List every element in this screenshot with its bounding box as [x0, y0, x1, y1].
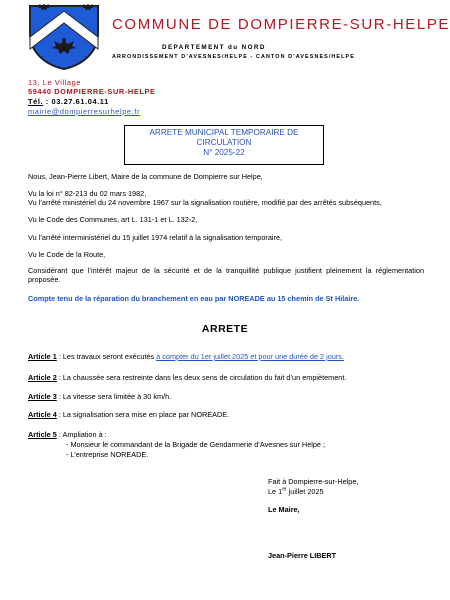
article-label: Article 4	[28, 410, 57, 419]
address-street: 13, Le Village	[28, 78, 82, 87]
phone-value: : 03.27.61.04.11	[43, 97, 109, 106]
vu-arrete-ministeriel: Vu l’arrêté ministériel du 24 novembre 1967 sur la signalisation routière, modifié par des arrêtés subséquents,	[28, 198, 382, 207]
article-date-link[interactable]: à compter du 1er juillet 2025 et pour une durée de 2 jours.	[156, 352, 344, 361]
vu-loi: Vu la loi n° 82-213 du 02 mars 1982,	[28, 189, 147, 198]
ampliation-gendarmerie: - Monsieur le commandant de la Brigade de Gendarmerie d’Avesnes sur Helpe ;	[66, 440, 326, 449]
commune-crest-logo	[27, 3, 101, 71]
article-text: : Les travaux seront exécutés	[56, 352, 157, 361]
signature-name: Jean-Pierre LIBERT	[268, 551, 337, 560]
title-line-3: N° 2025-22	[203, 148, 245, 157]
departement-line: DEPARTEMENT du NORD	[162, 44, 266, 51]
compte-tenu-paragraph: Compte tenu de la réparation du branchement en eau par NOREADE au 15 chemin de St Hilaire.	[28, 294, 360, 303]
title-line-2: CIRCULATION	[196, 138, 252, 147]
article-text: : La signalisation sera mise en place par NOREADE.	[56, 410, 230, 419]
article-1	[28, 352, 344, 361]
intro-paragraph: Nous, Jean-Pierre Libert, Maire de la commune de Dompierre sur Helpe,	[28, 172, 263, 181]
article-text: : La chaussée sera restreinte dans les deux sens de circulation du fait d’un empiètement.	[56, 373, 347, 382]
date-superscript: er	[282, 486, 287, 493]
article-3	[28, 392, 171, 401]
address-phone	[28, 97, 109, 106]
article-label: Article 5	[28, 430, 57, 439]
vu-code-communes: Vu le Code des Communes, art L. 131-1 et L. 132-2,	[28, 215, 198, 224]
article-label: Article 1	[28, 352, 57, 361]
address-city: 59440 DOMPIERRE-SUR-HELPE	[28, 87, 156, 96]
title-line-1: ARRETE MUNICIPAL TEMPORAIRE DE	[149, 128, 299, 137]
article-text: : Ampliation à :	[56, 430, 107, 439]
article-label: Article 3	[28, 392, 57, 401]
signature-role: Le Maire,	[268, 505, 300, 514]
article-5	[28, 430, 107, 439]
phone-label: Tél.	[28, 97, 44, 106]
arrete-heading: ARRETE	[201, 323, 249, 335]
vu-arrete-interministeriel: Vu l’arrêté interministériel du 15 juillet 1974 relatif à la signalisation temporaire,	[28, 233, 283, 242]
article-label: Article 2	[28, 373, 57, 382]
ampliation-noreade: - L’entreprise NOREADE.	[66, 450, 149, 459]
date-suffix: juillet 2025	[286, 487, 324, 496]
arrondissement-line: ARRONDISSEMENT D’AVESNES/HELPE - CANTON D’AVESNES/HELPE	[112, 54, 355, 60]
signature-date	[268, 487, 324, 496]
article-4	[28, 410, 229, 419]
vu-code-route: Vu le Code de la Route,	[28, 250, 106, 259]
email-link[interactable]: mairie@dompierresurhelpe.fr	[28, 107, 141, 116]
commune-title: COMMUNE DE DOMPIERRE-SUR-HELPE	[112, 16, 450, 33]
considerant-paragraph: Considérant que l’intérêt majeur de la sécurité et de la tranquillité publique justifient pleinement la réglementation proposée.	[28, 266, 424, 285]
arrete-title-box	[124, 125, 324, 165]
signature-place: Fait à Dompierre-sur-Helpe,	[268, 477, 359, 486]
article-text: : La vitesse sera limitée à 30 km/h.	[56, 392, 172, 401]
article-2	[28, 373, 346, 382]
date-prefix: Le 1	[268, 487, 283, 496]
